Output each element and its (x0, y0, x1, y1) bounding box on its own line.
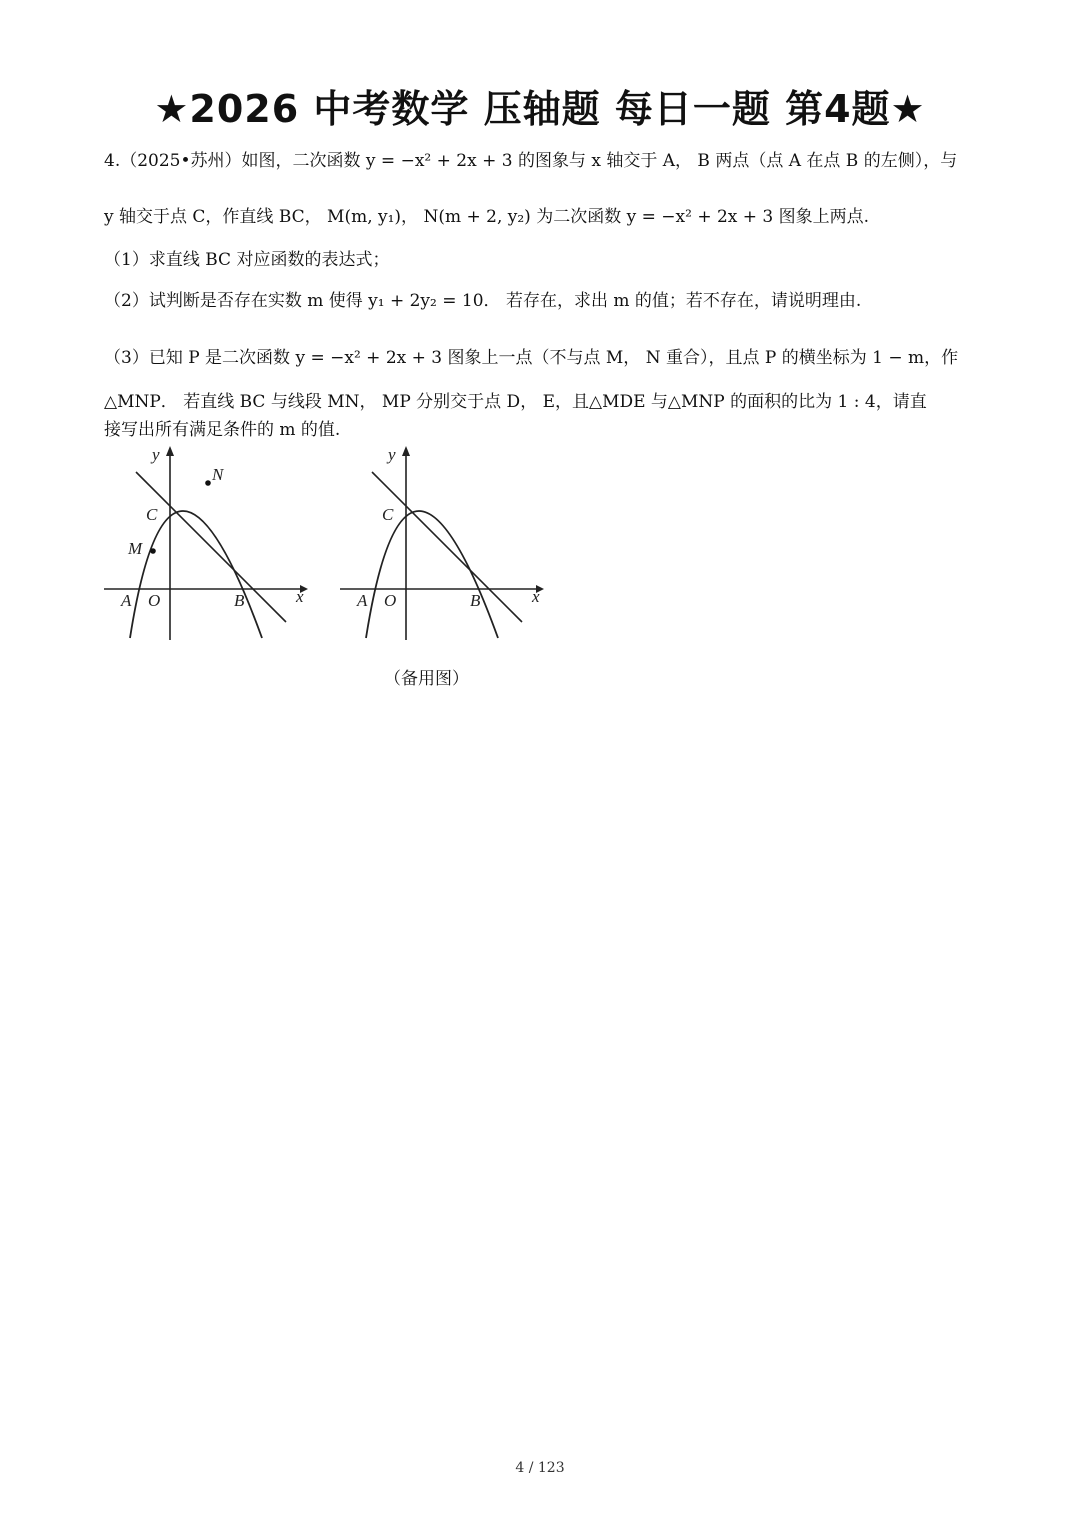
label-a: A (357, 591, 368, 610)
problem-line-1: 4.（2025•苏州）如图，二次函数 y = −x² + 2x + 3 的图象与 x 轴交于 A， B 两点（点 A 在点 B 的左侧），与 (104, 151, 958, 171)
label-c: C (382, 505, 394, 524)
point-m (150, 548, 156, 554)
page-number: 4 / 123 (515, 1460, 565, 1476)
y-axis-arrow (402, 446, 410, 456)
figure-spare-graph (336, 442, 556, 652)
page-title: ★2026 中考数学 压轴题 每日一题 第4题★ (154, 87, 926, 131)
label-o: O (148, 591, 161, 610)
label-c: C (146, 505, 158, 524)
problem-line-2: y 轴交于点 C，作直线 BC， M(m, y₁)， N(m + 2, y₂) 为二次函数 y = −x² + 2x + 3 图象上两点. (104, 207, 870, 227)
problem-part-3-line-1: （3）已知 P 是二次函数 y = −x² + 2x + 3 图象上一点（不与点 M， N 重合），且点 P 的横坐标为 1 − m，作 (104, 348, 959, 368)
label-a: A (121, 591, 132, 610)
label-b: B (470, 591, 481, 610)
label-n: N (212, 465, 224, 484)
problem-part-1: （1）求直线 BC 对应函数的表达式； (104, 250, 390, 270)
problem-part-3-line-3: 接写出所有满足条件的 m 的值. (104, 420, 341, 440)
label-x: x (532, 587, 540, 606)
label-y: y (152, 445, 160, 464)
problem-part-3-line-2: △MNP． 若直线 BC 与线段 MN， MP 分别交于点 D， E，且△MDE 与△MNP 的面积的比为 1 : 4，请直 (104, 392, 927, 412)
parabola-curve (366, 511, 498, 638)
parabola-curve (130, 511, 262, 638)
point-n (205, 480, 211, 486)
figure-main-graph (100, 442, 320, 652)
y-axis-arrow (166, 446, 174, 456)
label-y: y (388, 445, 396, 464)
label-m: M (128, 539, 143, 558)
label-o: O (384, 591, 397, 610)
label-b: B (234, 591, 245, 610)
problem-part-2: （2）试判断是否存在实数 m 使得 y₁ + 2y₂ = 10． 若存在，求出 m 的值；若不存在，请说明理由. (104, 291, 862, 311)
figure-caption: （备用图） (384, 669, 469, 689)
label-x: x (296, 587, 304, 606)
